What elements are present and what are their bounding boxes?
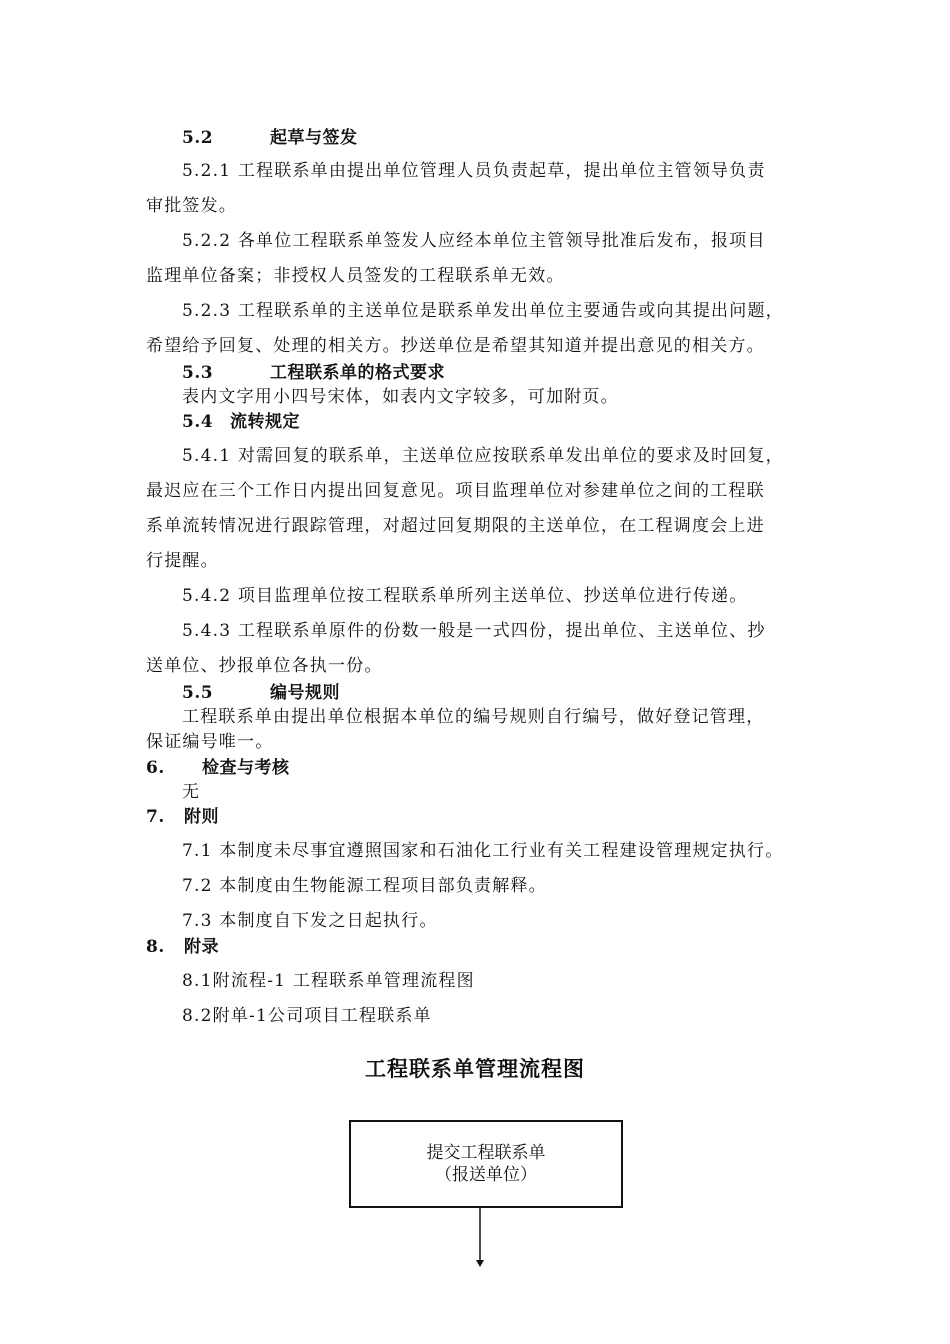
section-8-heading bbox=[146, 936, 219, 958]
paragraph-5-2-1-line-2: 审批签发。 bbox=[146, 196, 237, 216]
section-number: 6. bbox=[146, 758, 165, 778]
flow-step-sublabel: （报送单位） bbox=[435, 1165, 537, 1185]
paragraph-5-5-line-1: 工程联系单由提出单位根据本单位的编号规则自行编号，做好登记管理， bbox=[182, 707, 765, 727]
section-number: 5.2 bbox=[182, 128, 214, 148]
section-title: 流转规定 bbox=[230, 412, 300, 432]
section-number: 7. bbox=[146, 807, 165, 827]
section-5-2-heading bbox=[182, 127, 358, 149]
paragraph-7-1: 7.1 本制度未尽事宜遵照国家和石油化工行业有关工程建设管理规定执行。 bbox=[182, 841, 784, 861]
section-number: 8. bbox=[146, 937, 165, 957]
section-6-heading bbox=[146, 757, 290, 779]
paragraph-5-2-2-line-2: 监理单位备案；非授权人员签发的工程联系单无效。 bbox=[146, 266, 565, 286]
paragraph-5-4-1-line-1: 5.4.1 对需回复的联系单，主送单位应按联系单发出单位的要求及时回复， bbox=[182, 446, 784, 466]
paragraph-6: 无 bbox=[182, 782, 201, 802]
paragraph-5-2-3-line-2: 希望给予回复、处理的相关方。抄送单位是希望其知道并提出意见的相关方。 bbox=[146, 336, 765, 356]
paragraph-5-3: 表内文字用小四号宋体，如表内文字较多，可加附页。 bbox=[182, 387, 619, 407]
paragraph-5-4-3-line-1: 5.4.3 工程联系单原件的份数一般是一式四份，提出单位、主送单位、抄 bbox=[182, 621, 766, 641]
section-title: 编号规则 bbox=[270, 683, 340, 703]
paragraph-5-2-2-line-1: 5.2.2 各单位工程联系单签发人应经本单位主管领导批准后发布，报项目 bbox=[182, 231, 766, 251]
section-7-heading bbox=[146, 806, 219, 828]
section-title: 附则 bbox=[184, 807, 219, 827]
section-number: 5.4 bbox=[182, 412, 214, 432]
paragraph-5-4-2: 5.4.2 项目监理单位按工程联系单所列主送单位、抄送单位进行传递。 bbox=[182, 586, 748, 606]
flow-step-submit-box bbox=[349, 1120, 623, 1208]
paragraph-7-2: 7.2 本制度由生物能源工程项目部负责解释。 bbox=[182, 876, 547, 896]
paragraph-5-5-line-2: 保证编号唯一。 bbox=[146, 732, 274, 752]
paragraph-5-4-1-line-2: 最迟应在三个工作日内提出回复意见。项目监理单位对参建单位之间的工程联 bbox=[146, 481, 765, 501]
paragraph-5-4-3-line-2: 送单位、抄报单位各执一份。 bbox=[146, 656, 383, 676]
section-title: 起草与签发 bbox=[270, 128, 358, 148]
paragraph-5-4-1-line-4: 行提醒。 bbox=[146, 551, 219, 571]
paragraph-7-3: 7.3 本制度自下发之日起执行。 bbox=[182, 911, 438, 931]
section-5-4-heading bbox=[182, 411, 300, 433]
section-number: 5.5 bbox=[182, 683, 214, 703]
section-5-5-heading bbox=[182, 682, 340, 704]
flow-arrow-down bbox=[470, 1208, 490, 1268]
section-5-3-heading bbox=[182, 362, 445, 384]
section-title: 工程联系单的格式要求 bbox=[270, 363, 445, 383]
paragraph-5-2-3-line-1: 5.2.3 工程联系单的主送单位是联系单发出单位主要通告或向其提出问题， bbox=[182, 301, 784, 321]
section-number: 5.3 bbox=[182, 363, 214, 383]
paragraph-8-2: 8.2附单-1公司项目工程联系单 bbox=[182, 1006, 432, 1026]
section-title: 检查与考核 bbox=[202, 758, 290, 778]
paragraph-8-1: 8.1附流程-1 工程联系单管理流程图 bbox=[182, 971, 475, 991]
paragraph-5-2-1-line-1: 5.2.1 工程联系单由提出单位管理人员负责起草，提出单位主管领导负责 bbox=[182, 161, 766, 181]
flowchart-title: 工程联系单管理流程图 bbox=[365, 1056, 585, 1081]
paragraph-5-4-1-line-3: 系单流转情况进行跟踪管理，对超过回复期限的主送单位，在工程调度会上进 bbox=[146, 516, 765, 536]
flow-step-label: 提交工程联系单 bbox=[426, 1143, 546, 1163]
section-title: 附录 bbox=[184, 937, 219, 957]
